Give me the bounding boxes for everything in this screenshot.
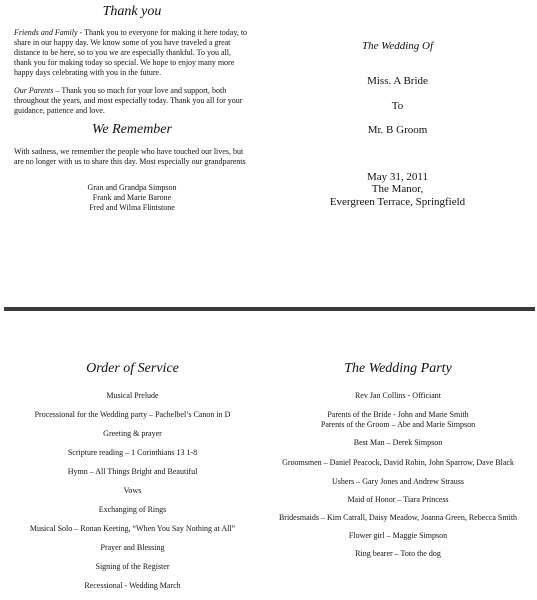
service-item: Processional for the Wedding party – Pachelbel’s Canon in D	[34, 410, 231, 419]
thank-you-heading: Thank you	[102, 4, 162, 19]
service-item: Recessional - Wedding March	[84, 581, 181, 590]
wedding-party-heading: The Wedding Party	[344, 361, 452, 376]
service-list	[10, 391, 255, 600]
friends-label: Friends and Family	[14, 28, 78, 37]
service-item: Musical Solo – Ronan Keeting, “When You Say Nothing at All”	[29, 524, 236, 533]
friends-paragraph	[14, 28, 250, 78]
friends-text: - Thank you to everyone for making it here today, to share in our happy day. We know some of you have traveled a great distance to be here, so to you we are especially thankful. To you all, thank you for making today so special. We hope to enjoy many more happy days celebrating with you in the future.	[14, 28, 248, 77]
service-item: Signing of the Register	[95, 562, 170, 571]
to-text: To	[391, 100, 404, 112]
service-item: Greeting & prayer	[103, 429, 162, 438]
officiant: Rev Jan Collins - Officiant	[354, 391, 442, 400]
bride-parents: Parents of the Bride - John and Marie Smith	[327, 410, 469, 419]
service-item: Hymn – All Things Bright and Beautiful	[67, 467, 198, 476]
service-item: Scripture reading – 1 Corinthians 13 1-8	[67, 448, 198, 457]
parents-block	[268, 410, 528, 430]
flower-girl: Flower girl – Maggie Simpson	[348, 531, 448, 540]
grandparent-name: Frank and Marie Barone	[92, 193, 172, 202]
maid-of-honor: Maid of Honor – Tiara Princess	[347, 495, 449, 504]
service-item: Musical Prelude	[106, 391, 159, 400]
service-item: Exchanging of Rings	[98, 505, 167, 514]
service-item: Vows	[123, 486, 142, 495]
service-item: Prayer and Blessing	[100, 543, 165, 552]
wedding-of-title: The Wedding Of	[361, 40, 434, 52]
parents-paragraph	[14, 86, 250, 116]
groom-parents: Parents of the Groom – Abe and Marie Simpson	[320, 420, 476, 429]
bridesmaids: Bridesmaids – Kim Catrall, Daisy Meadow, Joanna Green, Rebecca Smith	[278, 513, 518, 522]
ring-bearer: Ring bearer – Toto the dog	[355, 549, 441, 558]
groomsmen: Groomsmen – Daniel Peacock, David Robin, John Sparrow, Dave Black	[282, 458, 514, 467]
bride-name: Miss. A Bride	[367, 75, 428, 87]
remember-paragraph: With sadness, we remember the people who have touched our lives, but are no longer with us to share this day. Most especially our grandparents	[14, 147, 246, 166]
page-divider	[4, 307, 535, 311]
venue-name: The Manor,	[371, 183, 424, 196]
parents-text: – Thank you so much for your love and support, both throughout the years, and most especially today. Thank you all for your guidance, patience and love.	[14, 86, 243, 115]
grandparent-name: Fred and Wilma Flintstone	[89, 203, 175, 212]
order-of-service-heading: Order of Service	[86, 361, 179, 376]
groom-name: Mr. B Groom	[367, 124, 428, 136]
best-man: Best Man – Derek Simpson	[353, 438, 443, 447]
parents-label: Our Parents	[14, 86, 54, 95]
ushers: Ushers – Gary Jones and Andrew Strauss	[332, 477, 464, 486]
date-venue-block	[290, 171, 505, 208]
grandparent-name: Gran and Grandpa Simpson	[87, 183, 177, 192]
wedding-date: May 31, 2011	[366, 171, 428, 183]
grandparents-list	[14, 183, 250, 213]
we-remember-heading: We Remember	[92, 122, 172, 137]
venue-address: Evergreen Terrace, Springfield	[329, 195, 466, 208]
